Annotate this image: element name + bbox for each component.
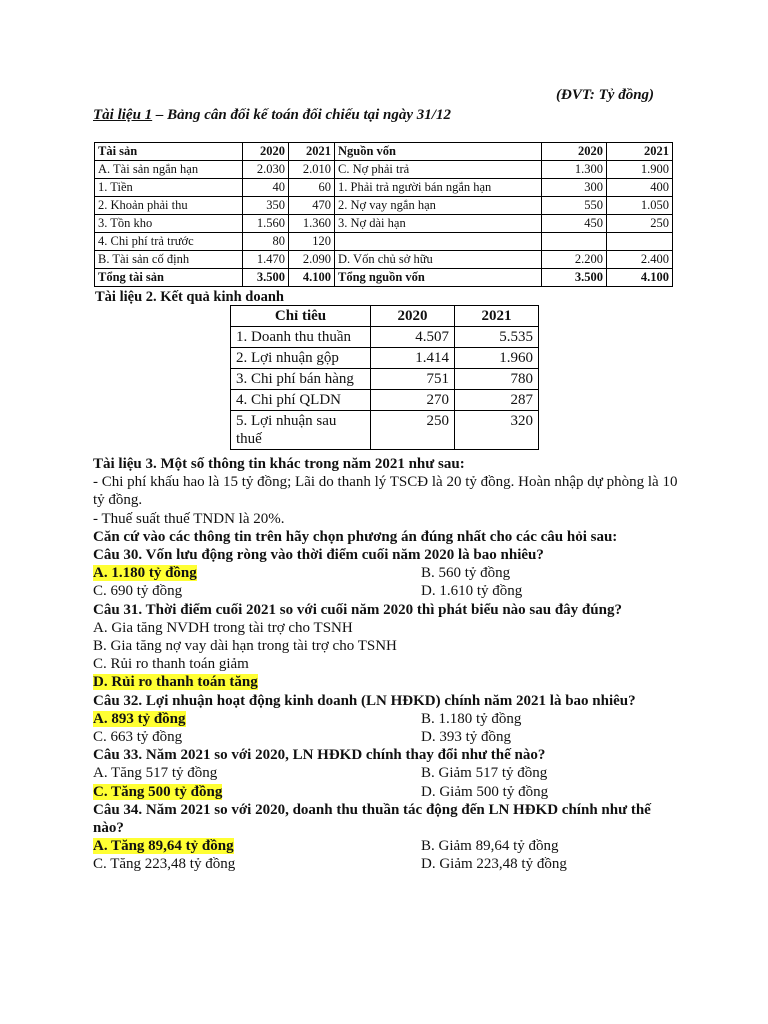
income-table — [230, 305, 539, 450]
answer-row — [93, 728, 679, 746]
header-cell: 2020 — [542, 143, 607, 161]
table-cell: 287 — [455, 390, 539, 411]
answer-row — [93, 855, 679, 873]
question-31: Câu 31. Thời điểm cuối 2021 so với cuối năm 2020 thì phát biểu nào sau đây đúng? — [93, 601, 622, 618]
table-cell: 5. Lợi nhuận sau thuế — [231, 411, 371, 450]
document-1-heading: – Bảng cân đối kế toán đối chiếu tại ngày 31/12 — [152, 107, 451, 123]
table-row — [231, 390, 539, 411]
question-30: Câu 30. Vốn lưu động ròng vào thời điểm cuối năm 2020 là bao nhiêu? — [93, 547, 544, 564]
answer-option[interactable]: B. 560 tỷ đồng — [421, 565, 511, 582]
table-cell: 751 — [371, 369, 455, 390]
answer-option[interactable]: D. Giảm 223,48 tỷ đồng — [421, 856, 567, 873]
answer-option-correct[interactable]: A. 1.180 tỷ đồng — [93, 565, 197, 582]
table-row — [95, 233, 673, 251]
table-cell: D. Vốn chủ sở hữu — [335, 251, 542, 269]
document-body — [93, 455, 679, 874]
table-cell: 1.560 — [243, 215, 289, 233]
table-cell: 5.535 — [455, 327, 539, 348]
table-cell: 350 — [243, 197, 289, 215]
table-cell: 2. Lợi nhuận gộp — [231, 348, 371, 369]
document-1-label: Tài liệu 1 — [93, 107, 153, 123]
table-cell: 2.400 — [607, 251, 673, 269]
table-cell: 3. Chi phí bán hàng — [231, 369, 371, 390]
table-cell: B. Tài sản cố định — [95, 251, 243, 269]
total-cell: 3.500 — [243, 269, 289, 287]
unit-note: (ĐVT: Tỷ đồng) — [556, 87, 655, 103]
header-cell: 2021 — [289, 143, 335, 161]
answer-option-correct[interactable]: D. Rủi ro thanh toán tăng — [93, 674, 258, 691]
header-cell: 2020 — [243, 143, 289, 161]
table-row — [95, 197, 673, 215]
total-cell: 3.500 — [542, 269, 607, 287]
table-row — [95, 161, 673, 179]
table-cell: 1. Phải trả người bán ngắn hạn — [335, 179, 542, 197]
table-cell: 3. Tồn kho — [95, 215, 243, 233]
answer-option[interactable]: B. 1.180 tỷ đồng — [421, 710, 522, 727]
document-1-title — [93, 107, 451, 124]
table-row — [231, 348, 539, 369]
answer-row — [93, 783, 679, 801]
table-row — [95, 179, 673, 197]
header-cell: 2020 — [371, 306, 455, 327]
balance-sheet-table — [94, 142, 673, 287]
table-cell: 1.050 — [607, 197, 673, 215]
answer-option-correct[interactable]: C. Tăng 500 tỷ đồng — [93, 783, 223, 800]
table-cell: 450 — [542, 215, 607, 233]
table-cell: 4. Chi phí QLDN — [231, 390, 371, 411]
table-cell: 2. Khoản phải thu — [95, 197, 243, 215]
answer-row — [93, 764, 679, 782]
table-row — [95, 215, 673, 233]
table-cell: 1.414 — [371, 348, 455, 369]
question-32: Câu 32. Lợi nhuận hoạt động kinh doanh (LN HĐKD) chính năm 2021 là bao nhiêu? — [93, 692, 636, 709]
header-cell: 2021 — [455, 306, 539, 327]
answer-option[interactable]: A. Tăng 517 tỷ đồng — [93, 765, 218, 782]
answer-option[interactable]: D. Giảm 500 tỷ đồng — [421, 783, 549, 800]
question-34: Câu 34. Năm 2021 so với 2020, doanh thu thuần tác động đến LN HĐKD chính như thế nào? — [93, 801, 651, 837]
answer-option[interactable]: D. 1.610 tỷ đồng — [421, 583, 523, 600]
table-cell: 550 — [542, 197, 607, 215]
table-cell: 2.010 — [289, 161, 335, 179]
answer-option[interactable]: B. Giảm 517 tỷ đồng — [421, 765, 548, 782]
header-cell: Chỉ tiêu — [231, 306, 371, 327]
answer-option[interactable]: A. Gia tăng NVDH trong tài trợ cho TSNH — [93, 619, 353, 636]
document-3-line: - Chi phí khấu hao là 15 tỷ đồng; Lãi do thanh lý TSCĐ là 20 tỷ đồng. Hoàn nhập dự phòng là 10 tỷ đồng. — [93, 474, 678, 509]
table-cell: 1.960 — [455, 348, 539, 369]
header-cell: 2021 — [607, 143, 673, 161]
table-row — [231, 327, 539, 348]
table-cell: 60 — [289, 179, 335, 197]
table-cell: 470 — [289, 197, 335, 215]
table-row — [231, 411, 539, 450]
table-total-row — [95, 269, 673, 287]
table-cell: 1.360 — [289, 215, 335, 233]
answer-row — [93, 837, 679, 855]
question-33: Câu 33. Năm 2021 so với 2020, LN HĐKD chính thay đổi như thế nào? — [93, 747, 546, 764]
table-row — [95, 251, 673, 269]
answer-row — [93, 582, 679, 600]
answer-option[interactable]: D. 393 tỷ đồng — [421, 729, 511, 746]
table-cell: 120 — [289, 233, 335, 251]
table-cell: 4.507 — [371, 327, 455, 348]
answer-option-correct[interactable]: A. 893 tỷ đồng — [93, 710, 186, 727]
table-cell: 4. Chi phí trả trước — [95, 233, 243, 251]
answer-option[interactable]: C. Tăng 223,48 tỷ đồng — [93, 856, 236, 873]
header-cell: Tài sản — [95, 143, 243, 161]
table-cell: 2. Nợ vay ngắn hạn — [335, 197, 542, 215]
document-3-line: - Thuế suất thuế TNDN là 20%. — [93, 510, 285, 527]
table-cell: 40 — [243, 179, 289, 197]
table-cell: 3. Nợ dài hạn — [335, 215, 542, 233]
header-cell: Nguồn vốn — [335, 143, 542, 161]
table-cell: 1.900 — [607, 161, 673, 179]
answer-option-correct[interactable]: A. Tăng 89,64 tỷ đồng — [93, 838, 234, 855]
table-cell — [335, 233, 542, 251]
table-cell: 2.090 — [289, 251, 335, 269]
table-cell: 320 — [455, 411, 539, 450]
answer-option[interactable]: B. Giảm 89,64 tỷ đồng — [421, 838, 559, 855]
answer-option[interactable]: C. Rủi ro thanh toán giảm — [93, 656, 249, 673]
answer-row — [93, 564, 679, 582]
answer-option[interactable]: B. Gia tăng nợ vay dài hạn trong tài trợ cho TSNH — [93, 638, 397, 655]
total-cell: 4.100 — [607, 269, 673, 287]
table-cell: 2.030 — [243, 161, 289, 179]
answer-row — [93, 710, 679, 728]
table-cell: 1. Tiền — [95, 179, 243, 197]
table-row — [231, 369, 539, 390]
table-cell: 250 — [607, 215, 673, 233]
table-cell: A. Tài sản ngắn hạn — [95, 161, 243, 179]
table-cell: 780 — [455, 369, 539, 390]
table-header-row — [231, 306, 539, 327]
table-cell: 270 — [371, 390, 455, 411]
table-cell: 1.300 — [542, 161, 607, 179]
table-cell: 2.200 — [542, 251, 607, 269]
answer-option[interactable]: C. 690 tỷ đồng — [93, 583, 183, 600]
table-cell: 80 — [243, 233, 289, 251]
table-cell: 400 — [607, 179, 673, 197]
table-cell — [542, 233, 607, 251]
table-cell: 1.470 — [243, 251, 289, 269]
instruction-text: Căn cứ vào các thông tin trên hãy chọn phương án đúng nhất cho các câu hỏi sau: — [93, 528, 618, 545]
total-cell: Tổng nguồn vốn — [335, 269, 542, 287]
total-cell: 4.100 — [289, 269, 335, 287]
table-cell — [607, 233, 673, 251]
table-cell: 300 — [542, 179, 607, 197]
table-header-row — [95, 143, 673, 161]
total-cell: Tổng tài sản — [95, 269, 243, 287]
table-cell: 250 — [371, 411, 455, 450]
answer-option[interactable]: C. 663 tỷ đồng — [93, 729, 183, 746]
document-3-title: Tài liệu 3. Một số thông tin khác trong năm 2021 như sau: — [93, 456, 465, 472]
table-cell: C. Nợ phải trả — [335, 161, 542, 179]
document-2-title: Tài liệu 2. Kết quả kinh doanh — [95, 289, 284, 305]
table-cell: 1. Doanh thu thuần — [231, 327, 371, 348]
